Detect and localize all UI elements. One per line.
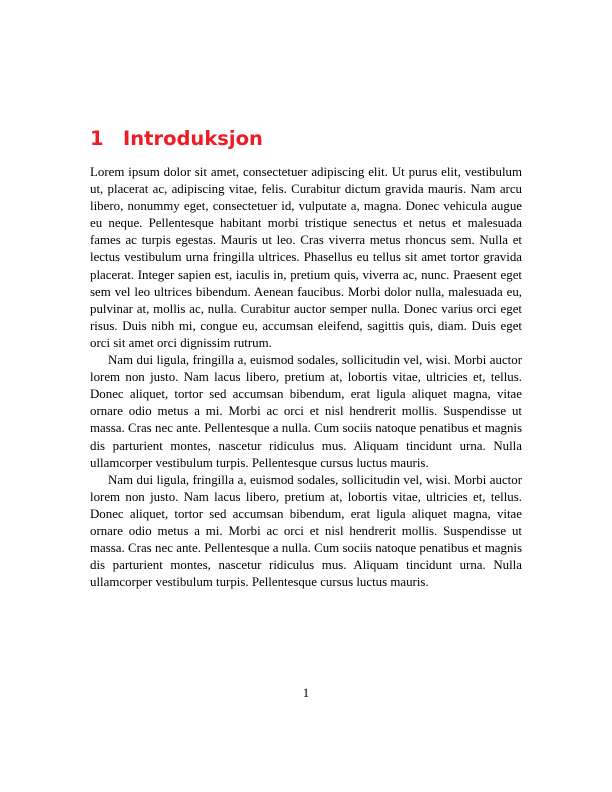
section-number: 1: [90, 127, 104, 150]
page-number: 1: [302, 686, 310, 700]
section-title: Introduksjon: [123, 127, 263, 150]
section-heading: [90, 126, 263, 152]
body-text: [90, 164, 522, 591]
paragraph: Lorem ipsum dolor sit amet, consectetuer adipiscing elit. Ut purus elit, vestibulum ut, placerat ac, adipiscing vitae, felis. Curabitur dictum gravida mauris. Nam arcu libero, nonummy eget, consectetuer id, vulputate a, magna. Donec vehicula augue eu neque. Pellentesque habitant morbi tristique senectus et netus et malesuada fames ac turpis egestas. Mauris ut leo. Cras viverra metus rhoncus sem. Nulla et lectus vestibulum urna fringilla ultrices. Phasellus eu tellus sit amet tortor gravida placerat. Integer sapien est, iaculis in, pretium quis, viverra ac, nunc. Praesent eget sem vel leo ultrices bibendum. Aenean faucibus. Morbi dolor nulla, malesuada eu, pulvinar at, mollis ac, nulla. Curabitur auctor semper nulla. Donec varius orci eget risus. Duis nibh mi, congue eu, accumsan eleifend, sagittis quis, diam. Duis eget orci sit amet orci dignissim rutrum.: [90, 165, 522, 350]
paragraph: Nam dui ligula, fringilla a, euismod sodales, sollicitudin vel, wisi. Morbi auctor lorem non justo. Nam lacus libero, pretium at, lobortis vitae, ultricies et, tellus. Donec aliquet, tortor sed accumsan bibendum, erat ligula aliquet magna, vitae ornare odio metus a mi. Morbi ac orci et nisl hendrerit mollis. Suspendisse ut massa. Cras nec ante. Pellentesque a nulla. Cum sociis natoque penatibus et magnis dis parturient montes, nascetur ridiculus mus. Aliquam tincidunt urna. Nulla ullamcorper vestibulum turpis. Pellentesque cursus luctus mauris.: [90, 353, 522, 470]
paragraph: Nam dui ligula, fringilla a, euismod sodales, sollicitudin vel, wisi. Morbi auctor lorem non justo. Nam lacus libero, pretium at, lobortis vitae, ultricies et, tellus. Donec aliquet, tortor sed accumsan bibendum, erat ligula aliquet magna, vitae ornare odio metus a mi. Morbi ac orci et nisl hendrerit mollis. Suspendisse ut massa. Cras nec ante. Pellentesque a nulla. Cum sociis natoque penatibus et magnis dis parturient montes, nascetur ridiculus mus. Aliquam tincidunt urna. Nulla ullamcorper vestibulum turpis. Pellentesque cursus luctus mauris.: [90, 472, 522, 590]
